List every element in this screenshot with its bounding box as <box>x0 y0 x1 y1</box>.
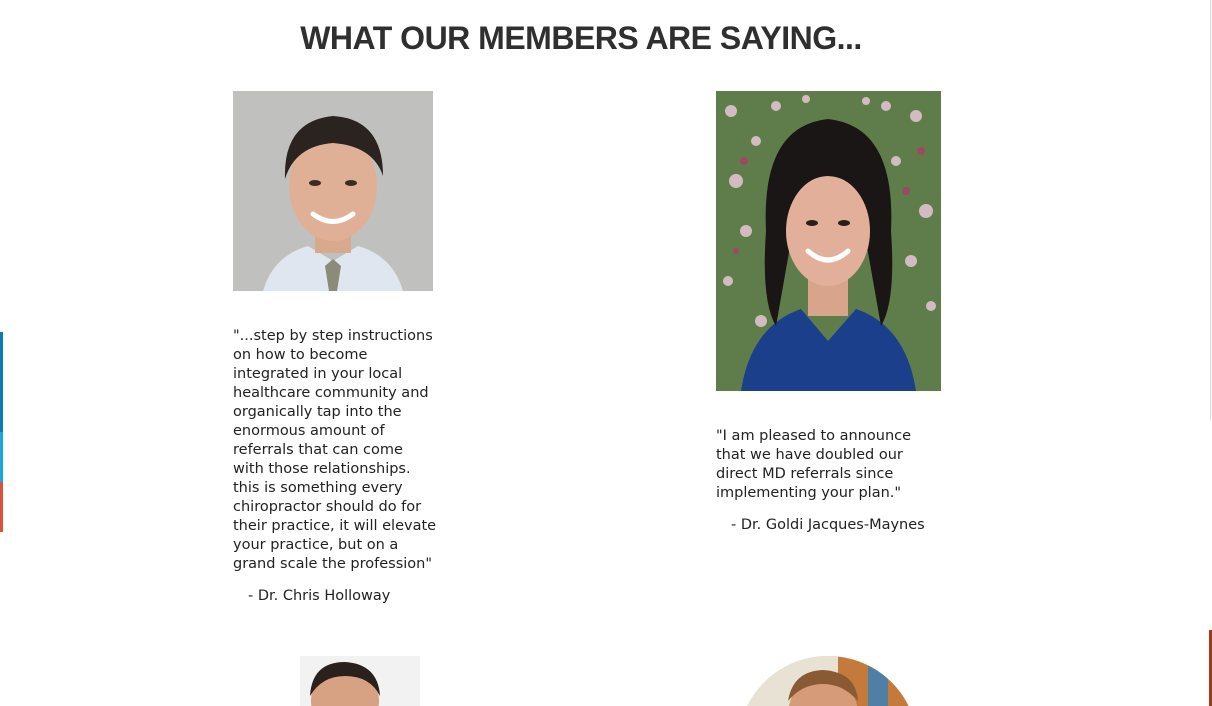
share-sidebar <box>0 332 3 532</box>
testimonial-card <box>716 91 941 533</box>
testimonial-card <box>233 91 437 604</box>
woman-portrait-icon <box>716 91 941 391</box>
testimonial-author: - Dr. Chris Holloway <box>248 588 391 604</box>
member-photo <box>233 91 433 291</box>
member-photo <box>716 91 941 391</box>
member-photo <box>300 656 420 706</box>
man-portrait-icon <box>233 91 433 291</box>
testimonial-author: - Dr. Goldi Jacques-Maynes <box>731 517 925 533</box>
testimonial-quote: "I am pleased to announce that we have doubled our direct MD referrals since implementing your plan." <box>716 428 912 501</box>
share-button-google[interactable] <box>0 482 3 532</box>
testimonial-quote: "...step by step instructions on how to become integrated in your local healthcare community and organically tap into the enormous amount of referrals that can come with those relationships. this is something every chiropractor should do for their practice, it will elevate your practice, but on a grand scale the profession" <box>233 328 437 572</box>
section-heading: WHAT OUR MEMBERS ARE SAYING... <box>300 20 862 56</box>
member-photo <box>738 656 918 706</box>
man-portrait-icon <box>738 656 918 706</box>
share-button-linkedin[interactable] <box>0 332 3 432</box>
man-portrait-icon <box>300 656 420 706</box>
share-button-twitter[interactable] <box>0 432 3 482</box>
scrollbar-track[interactable] <box>1210 0 1211 420</box>
